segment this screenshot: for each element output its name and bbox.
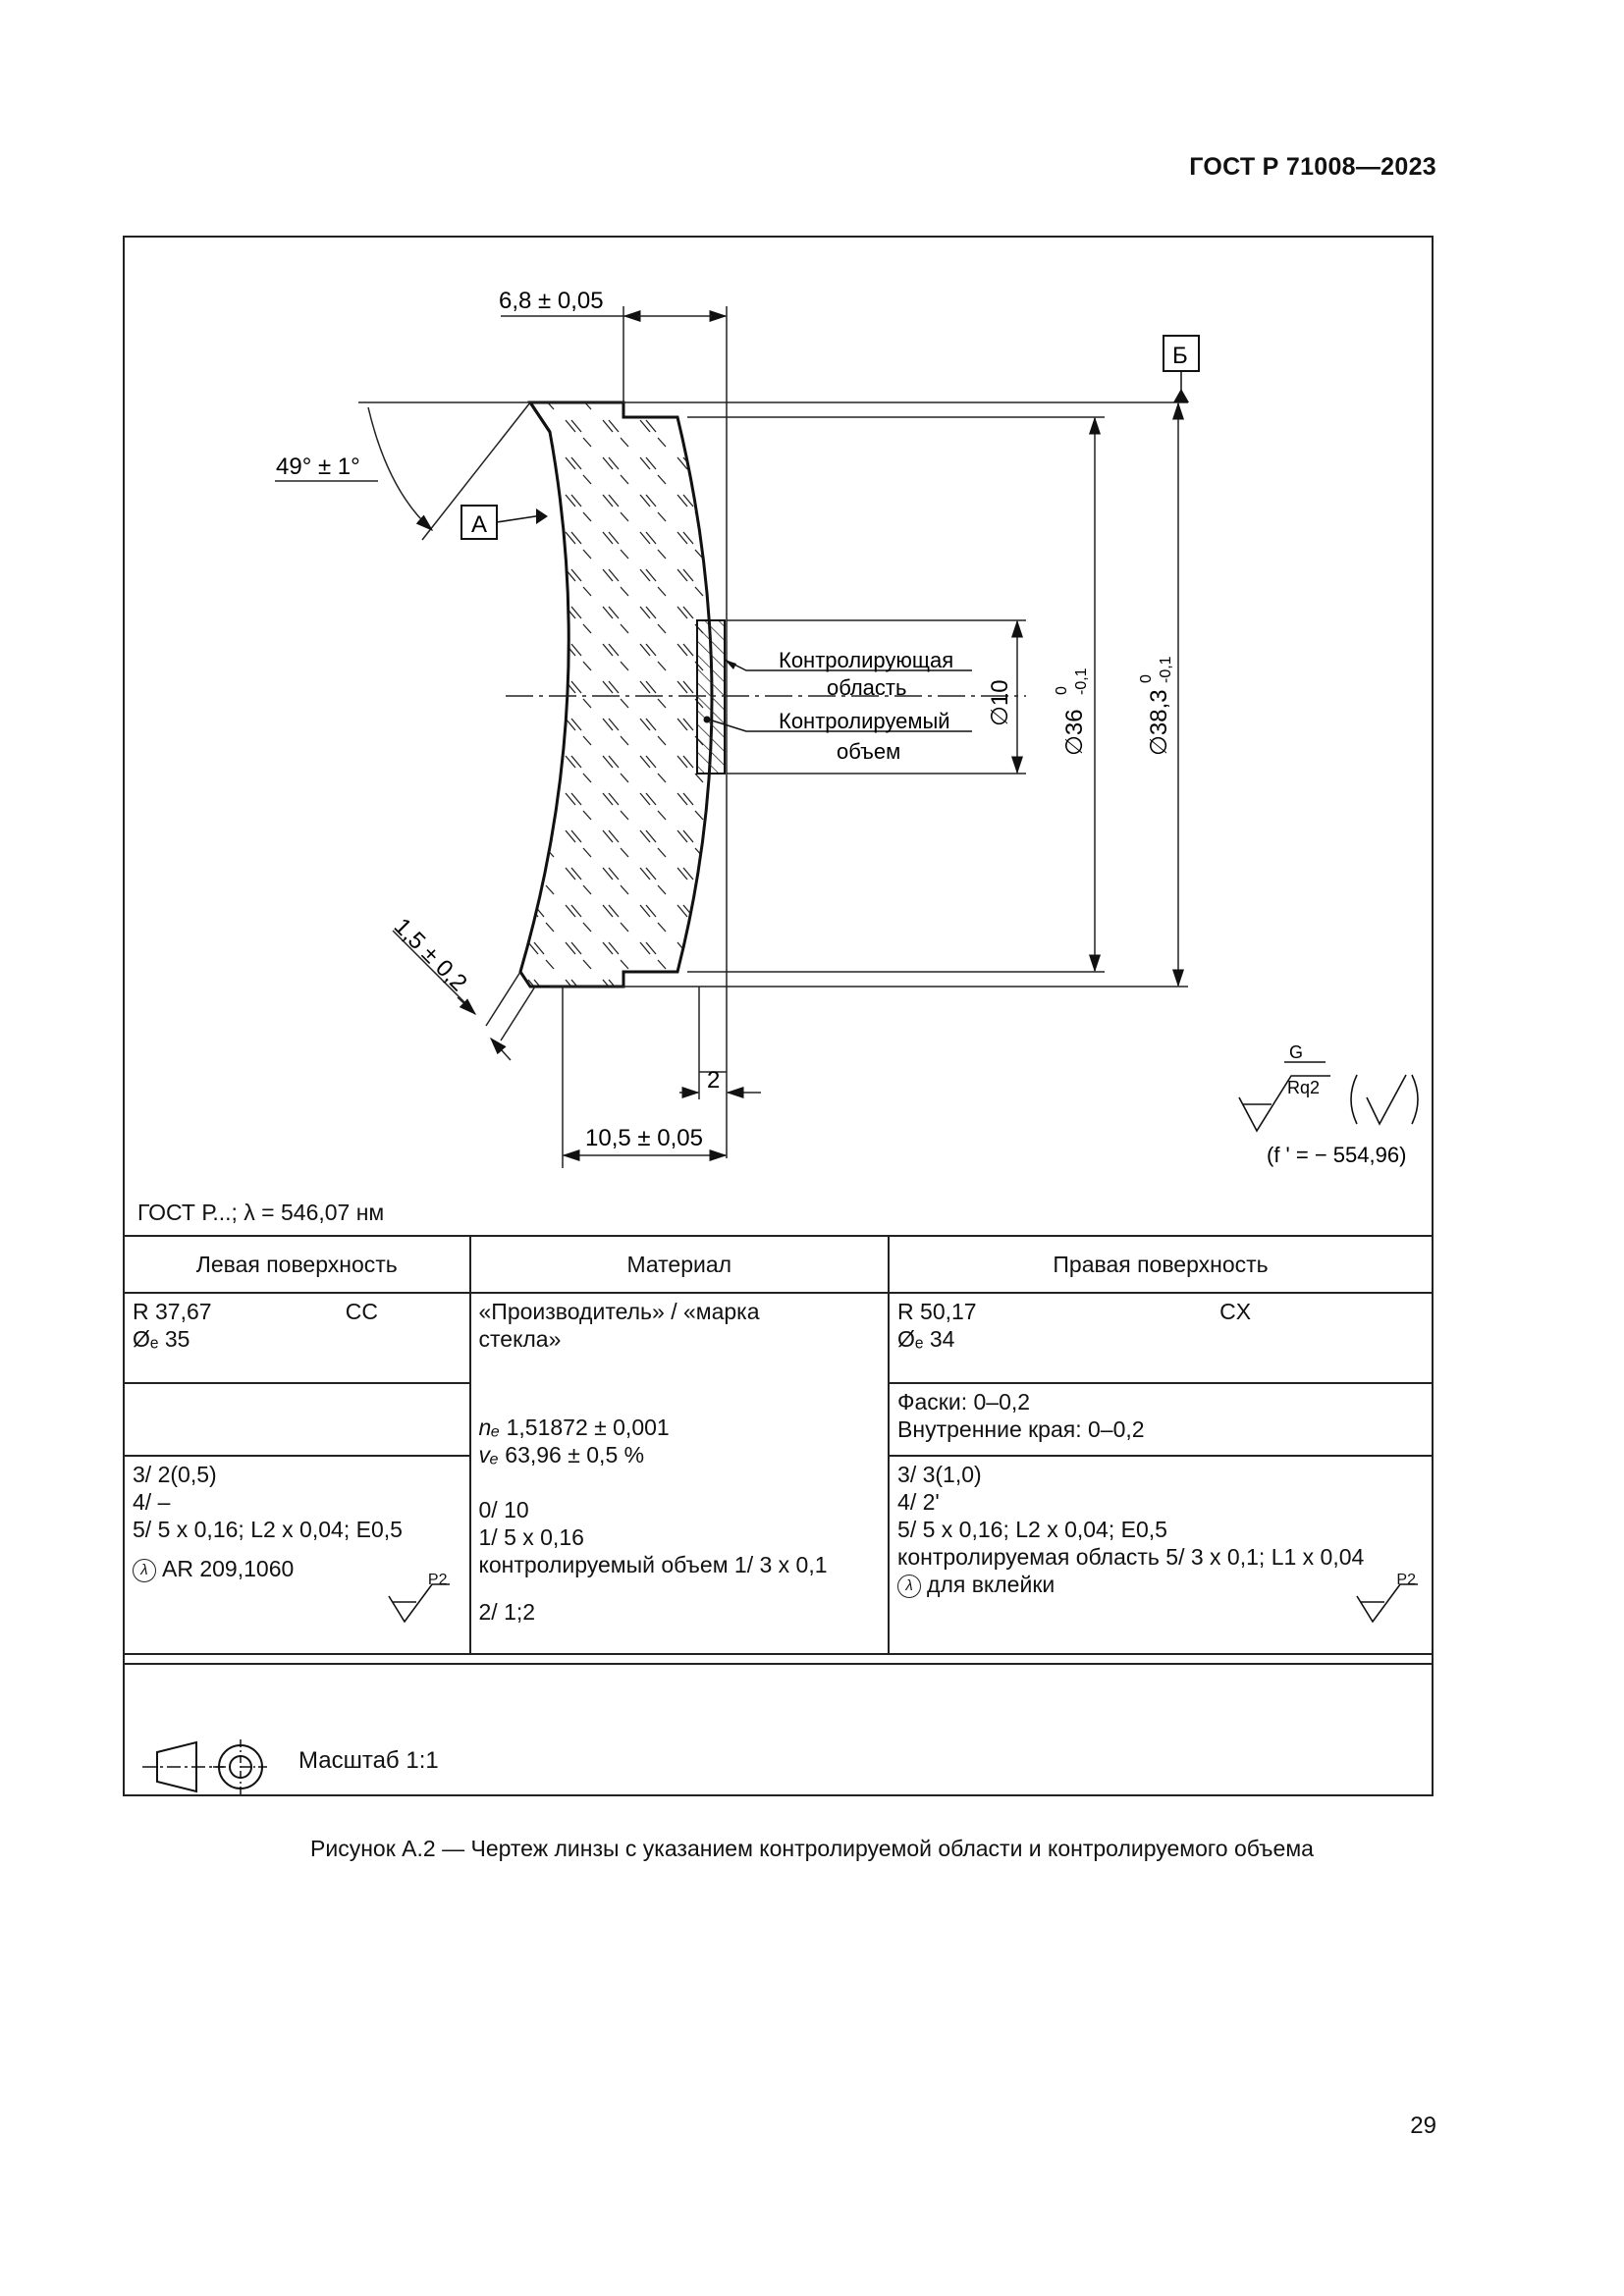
page-number: 29 xyxy=(1410,2112,1436,2139)
right-surface-geometry: R 50,17 CX Øₑ 34 xyxy=(889,1293,1433,1383)
material-name: «Производитель» / «марка стекла» xyxy=(478,1299,760,1352)
dim-chamfer: 1,5 ± 0,2 xyxy=(388,913,472,997)
dim-angle: 49° ± 1° xyxy=(276,454,360,480)
dim-diameter-36-lower: -0,1 xyxy=(1073,667,1090,695)
material-cell: «Производитель» / «марка стекла» nₑ 1,51872 ± 0,001 vₑ 63,96 ± 0,5 % 0/ 10 1/ 5 x 0,16 контролируемый объем 1/ 3 x 0,1 2/ 1;2 xyxy=(470,1293,890,1654)
lens-spec-table xyxy=(123,1235,1434,1655)
left-surface-empty xyxy=(124,1383,470,1456)
right-surface-quality: 3/ 3(1,0) 4/ 2' 5/ 5 x 0,16; L2 x 0,04; E0,5 контролируемая область 5/ 3 x 0,1; L1 x 0,04 λ для вклейки P2 xyxy=(889,1456,1433,1654)
dim-edge-thickness: 6,8 ± 0,05 xyxy=(499,288,604,314)
dim-two: 2 xyxy=(707,1067,721,1094)
label-control-area-1: Контролирующая xyxy=(779,648,954,672)
roughness-g: G xyxy=(1289,1042,1304,1062)
bottom-symbols-row xyxy=(123,1663,1434,1796)
control-area-region xyxy=(697,620,725,774)
standard-wavelength-line: ГОСТ Р...; λ = 546,07 нм xyxy=(137,1200,385,1225)
roughness-left-icon xyxy=(385,1582,454,1626)
dim-diameter-38-lower: -0,1 xyxy=(1158,656,1174,683)
lambda-icon: λ xyxy=(133,1559,156,1582)
header-material: Материал xyxy=(470,1236,890,1293)
label-control-volume-2: объем xyxy=(837,739,901,764)
dim-diameter-38-upper: 0 xyxy=(1138,674,1155,683)
figure-caption: Рисунок А.2 — Чертеж линзы с указанием контролируемой области и контролируемого объема xyxy=(310,1836,1314,1861)
roughness-icon xyxy=(1239,1062,1418,1131)
roughness-right-icon xyxy=(1353,1582,1422,1626)
focal-length: (f ' = − 554,96) xyxy=(1267,1143,1407,1167)
left-surface-geometry: R 37,67 CC Øₑ 35 xyxy=(124,1293,470,1383)
header-right-surface: Правая поверхность xyxy=(889,1236,1433,1293)
label-control-area-2: область xyxy=(827,675,907,700)
dim-diameter-36: ∅36 xyxy=(1061,709,1088,756)
scale-label: Масштаб 1:1 xyxy=(298,1747,439,1774)
dim-diameter-10: ∅10 xyxy=(987,679,1013,726)
material-ne: nₑ 1,51872 ± 0,001 xyxy=(478,1415,670,1440)
reference-b-label: Б xyxy=(1172,343,1188,369)
document-standard-header: ГОСТ Р 71008—2023 xyxy=(1189,153,1436,181)
material-ve: vₑ 63,96 ± 0,5 % xyxy=(478,1442,645,1468)
roughness-rq: Rq2 xyxy=(1287,1078,1321,1097)
dim-diameter-38: ∅38,3 xyxy=(1146,689,1172,756)
lambda-icon: λ xyxy=(897,1575,921,1598)
dim-center-thickness: 10,5 ± 0,05 xyxy=(585,1125,703,1151)
p2-right: P2 xyxy=(1396,1572,1416,1588)
left-surface-quality: 3/ 2(0,5) 4/ – 5/ 5 x 0,16; L2 x 0,04; E0,5 λ AR 209,1060 P2 xyxy=(124,1456,470,1654)
right-surface-edges: Фаски: 0–0,2 Внутренние края: 0–0,2 xyxy=(889,1383,1433,1456)
dim-diameter-36-upper: 0 xyxy=(1054,686,1070,695)
label-control-volume-1: Контролируемый xyxy=(779,709,950,733)
header-left-surface: Левая поверхность xyxy=(124,1236,470,1293)
reference-a-label: А xyxy=(471,511,488,538)
p2-left: P2 xyxy=(427,1572,448,1588)
